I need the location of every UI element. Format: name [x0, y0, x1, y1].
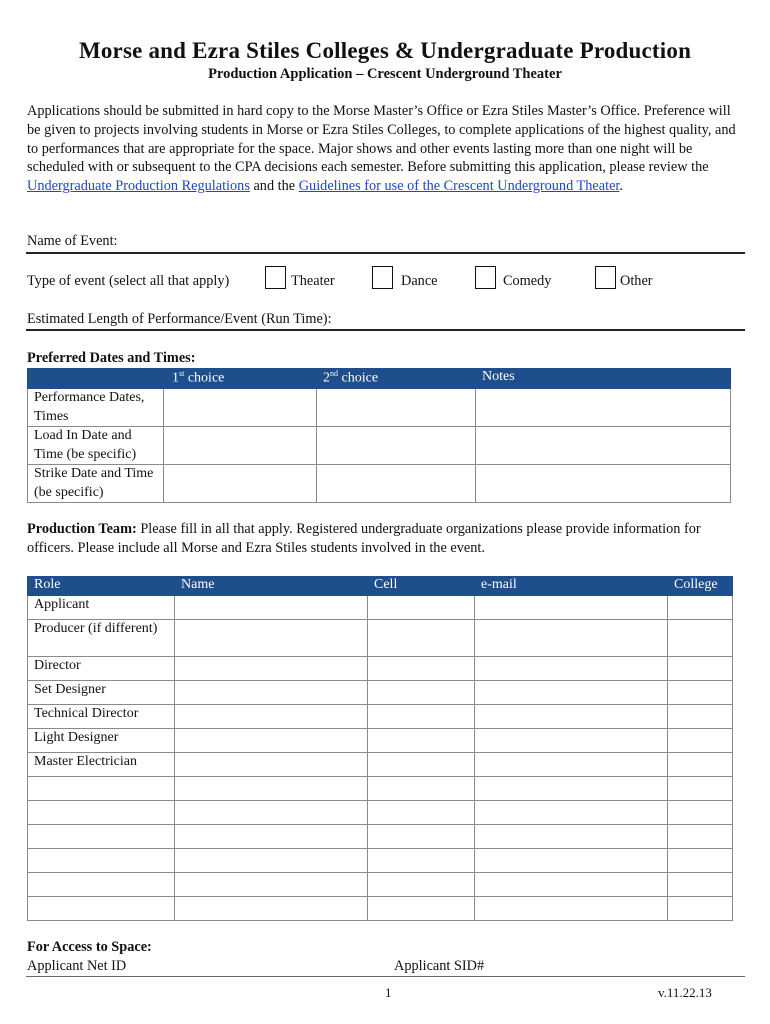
dates-row-label: Load In Date and Time (be specific) [28, 427, 164, 465]
team-input-cell[interactable] [475, 873, 668, 897]
dates-cell[interactable] [164, 427, 317, 465]
dates-heading: Preferred Dates and Times: [27, 350, 196, 366]
team-input-cell[interactable] [668, 849, 733, 873]
dates-header-second-choice: 2nd choice [317, 369, 476, 389]
team-input-cell[interactable] [668, 657, 733, 681]
dates-cell[interactable] [164, 389, 317, 427]
team-header-cell: Cell [368, 577, 475, 596]
team-description [27, 520, 745, 558]
intro-text-3: . [619, 178, 623, 195]
team-role-label [28, 897, 175, 921]
team-input-cell[interactable] [368, 825, 475, 849]
team-input-cell[interactable] [368, 681, 475, 705]
team-input-cell[interactable] [368, 849, 475, 873]
team-input-cell[interactable] [668, 801, 733, 825]
team-role-label: Set Designer [28, 681, 175, 705]
team-input-cell[interactable] [668, 729, 733, 753]
dates-cell[interactable] [317, 427, 476, 465]
team-input-cell[interactable] [668, 620, 733, 657]
intro-text-1: Applications should be submitted in hard copy to the Morse Master’s Office or Ezra Stiles Master’s Office. Preference will be given to projects involving students in Morse or Ezra Stiles Colleges, to complete applications of the highest quality, and to performances that are appropriate for the space. Major shows and other events lasting more than one night will be scheduled with or subsequent to the CPA decisions each semester. Before submitting this application, please review the [27, 103, 736, 176]
dates-cell[interactable] [317, 389, 476, 427]
sid-label: Applicant SID# [394, 958, 485, 974]
team-row [28, 657, 733, 681]
team-input-cell[interactable] [475, 753, 668, 777]
team-input-cell[interactable] [175, 705, 368, 729]
team-role-label: Applicant [28, 596, 175, 620]
team-role-label [28, 849, 175, 873]
regulations-link[interactable]: Undergraduate Production Regulations [27, 178, 250, 195]
team-input-cell[interactable] [475, 705, 668, 729]
team-input-cell[interactable] [175, 825, 368, 849]
team-row [28, 753, 733, 777]
dates-cell[interactable] [317, 465, 476, 503]
team-heading: Production Team: [27, 521, 137, 537]
other-checkbox[interactable] [595, 266, 616, 289]
team-desc-text: Please fill in all that apply. Registered undergraduate organizations please provide information for officers. Please include all Morse and Ezra Stiles students involved in the event. [27, 521, 701, 556]
access-heading: For Access to Space: [27, 939, 152, 955]
team-input-cell[interactable] [668, 825, 733, 849]
other-label: Other [620, 273, 653, 289]
team-role-label [28, 873, 175, 897]
team-input-cell[interactable] [475, 777, 668, 801]
team-input-cell[interactable] [175, 729, 368, 753]
team-row [28, 825, 733, 849]
team-input-cell[interactable] [175, 620, 368, 657]
dates-header-first-choice: 1st choice [164, 369, 317, 389]
team-input-cell[interactable] [668, 777, 733, 801]
version-number: v.11.22.13 [658, 985, 712, 1000]
dates-cell[interactable] [476, 465, 731, 503]
team-row [28, 777, 733, 801]
team-role-label [28, 801, 175, 825]
team-input-cell[interactable] [475, 620, 668, 657]
team-input-cell[interactable] [368, 620, 475, 657]
page-number: 1 [385, 985, 392, 1000]
team-input-cell[interactable] [368, 801, 475, 825]
intro-paragraph [27, 102, 745, 196]
team-row [28, 681, 733, 705]
team-input-cell[interactable] [175, 681, 368, 705]
team-input-cell[interactable] [668, 873, 733, 897]
team-input-cell[interactable] [475, 801, 668, 825]
net-id-label: Applicant Net ID [27, 958, 127, 974]
dates-cell[interactable] [476, 427, 731, 465]
team-input-cell[interactable] [475, 849, 668, 873]
dates-cell[interactable] [164, 465, 317, 503]
theater-checkbox[interactable] [265, 266, 286, 289]
team-input-cell[interactable] [368, 753, 475, 777]
team-row [28, 801, 733, 825]
team-header-email: e-mail [475, 577, 668, 596]
team-input-cell[interactable] [668, 596, 733, 620]
comedy-label: Comedy [503, 273, 552, 289]
team-input-cell[interactable] [475, 825, 668, 849]
dates-row-label: Performance Dates, Times [28, 389, 164, 427]
team-input-cell[interactable] [368, 897, 475, 921]
guidelines-link[interactable]: Guidelines for use of the Crescent Underground Theater [298, 178, 620, 195]
team-row [28, 596, 733, 620]
team-input-cell[interactable] [475, 596, 668, 620]
team-role-label: Light Designer [28, 729, 175, 753]
dates-row-label: Strike Date and Time (be specific) [28, 465, 164, 503]
dance-checkbox[interactable] [372, 266, 393, 289]
team-input-cell[interactable] [475, 657, 668, 681]
team-header-name: Name [175, 577, 368, 596]
dates-table [27, 368, 731, 503]
team-input-cell[interactable] [368, 705, 475, 729]
team-role-label [28, 777, 175, 801]
access-rule[interactable] [26, 976, 745, 977]
team-input-cell[interactable] [175, 849, 368, 873]
team-input-cell[interactable] [175, 873, 368, 897]
team-role-label: Director [28, 657, 175, 681]
team-input-cell[interactable] [668, 705, 733, 729]
team-input-cell[interactable] [175, 753, 368, 777]
team-input-cell[interactable] [175, 801, 368, 825]
team-role-label: Producer (if different) [28, 620, 175, 657]
team-table [27, 576, 733, 921]
dates-cell[interactable] [476, 389, 731, 427]
name-of-event-label: Name of Event: [27, 233, 118, 249]
team-role-label [28, 825, 175, 849]
team-row [28, 705, 733, 729]
team-row [28, 849, 733, 873]
intro-text-2: and the [249, 178, 299, 195]
run-time-label: Estimated Length of Performance/Event (Run Time): [27, 311, 332, 327]
team-input-cell[interactable] [368, 777, 475, 801]
comedy-checkbox[interactable] [475, 266, 496, 289]
team-row [28, 729, 733, 753]
run-time-field[interactable] [26, 329, 745, 331]
team-header-college: College [668, 577, 733, 596]
team-input-cell[interactable] [668, 681, 733, 705]
team-input-cell[interactable] [475, 729, 668, 753]
dates-header-blank [28, 369, 164, 389]
team-input-cell[interactable] [175, 657, 368, 681]
team-input-cell[interactable] [175, 777, 368, 801]
theater-label: Theater [291, 273, 335, 289]
type-of-event-label: Type of event (select all that apply) [27, 273, 230, 289]
page-title: Morse and Ezra Stiles Colleges & Undergraduate Production [78, 38, 692, 63]
team-row [28, 620, 733, 657]
team-input-cell[interactable] [668, 897, 733, 921]
name-of-event-field[interactable] [26, 252, 745, 254]
team-input-cell[interactable] [368, 596, 475, 620]
page-subtitle: Production Application – Crescent Underground Theater [208, 66, 562, 82]
team-row [28, 873, 733, 897]
team-row [28, 897, 733, 921]
team-input-cell[interactable] [668, 753, 733, 777]
dance-label: Dance [401, 273, 438, 289]
team-role-label: Technical Director [28, 705, 175, 729]
team-input-cell[interactable] [368, 873, 475, 897]
dates-header-notes: Notes [476, 369, 731, 389]
team-input-cell[interactable] [475, 897, 668, 921]
team-input-cell[interactable] [175, 596, 368, 620]
team-input-cell[interactable] [475, 681, 668, 705]
team-header-role: Role [28, 577, 175, 596]
team-input-cell[interactable] [175, 897, 368, 921]
team-input-cell[interactable] [368, 729, 475, 753]
team-role-label: Master Electrician [28, 753, 175, 777]
team-input-cell[interactable] [368, 657, 475, 681]
